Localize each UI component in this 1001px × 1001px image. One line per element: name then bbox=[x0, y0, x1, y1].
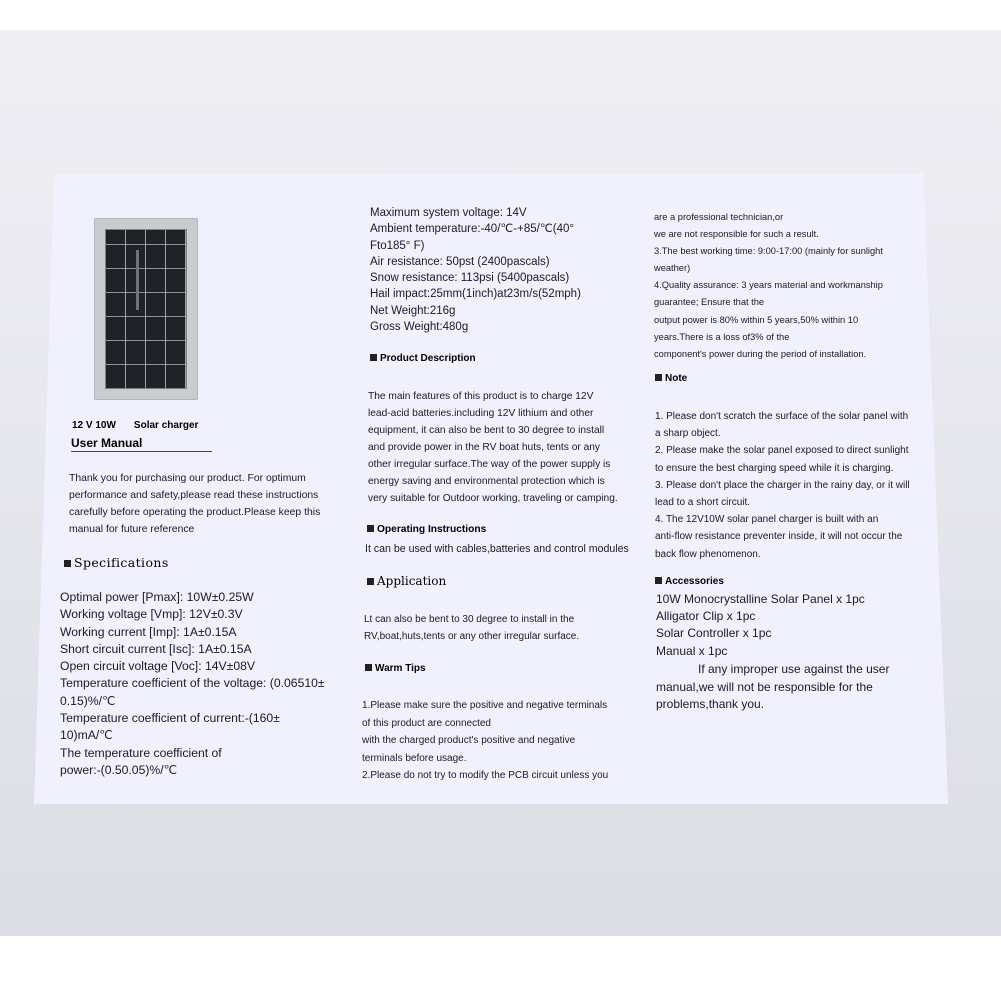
product-description bbox=[368, 388, 618, 507]
tips-continued bbox=[654, 209, 883, 363]
note-heading bbox=[655, 373, 687, 384]
param-line: Snow resistance: 113psi (5400pascals) bbox=[370, 272, 570, 285]
bullet-square-icon bbox=[365, 664, 372, 671]
product-voltage: 12 V 10W bbox=[72, 420, 116, 431]
param-line: Maximum system voltage: 14V bbox=[370, 207, 527, 219]
specifications-list bbox=[60, 589, 325, 779]
closing-statement bbox=[656, 661, 889, 714]
application-heading bbox=[367, 574, 446, 588]
bullet-square-icon bbox=[370, 354, 377, 361]
operating-text bbox=[365, 541, 629, 557]
operating-line: It can be used with cables,batteries and control modules bbox=[365, 543, 629, 555]
product-description-heading bbox=[370, 353, 476, 364]
operating-heading-text: Operating Instructions bbox=[377, 524, 487, 535]
tips-continued-line: 3.The best working time: 9:00-17:00 (mainly for sunlight bbox=[654, 246, 883, 257]
accessory-line: Manual x 1pc bbox=[656, 643, 728, 658]
operating-heading bbox=[367, 524, 486, 535]
accessories-heading-text: Accessories bbox=[665, 576, 724, 587]
intro-line: manual for future reference bbox=[69, 524, 195, 535]
note-line: 3. Please don't place the charger in the rainy day, or it will bbox=[655, 479, 910, 491]
note-line: back flow phenomenon. bbox=[655, 548, 761, 560]
application-line: RV,boat,huts,tents or any other irregular surface. bbox=[364, 631, 580, 642]
param-line: Ambient temperature:-40/℃-+85/℃(40° bbox=[370, 223, 574, 236]
param-line: Net Weight:216g bbox=[370, 304, 456, 317]
tips-continued-line: weather) bbox=[654, 263, 691, 274]
note-line: a sharp object. bbox=[655, 428, 721, 440]
closing-line: problems,thank you. bbox=[656, 697, 765, 712]
note-heading-text: Note bbox=[665, 373, 688, 384]
product-caption bbox=[72, 420, 198, 431]
spec-line: 0.15)%/℃ bbox=[60, 693, 116, 708]
spec-line: 10)mA/℃ bbox=[60, 728, 113, 743]
tip-line: 1.Please make sure the positive and negative terminals bbox=[362, 700, 608, 711]
bullet-square-icon bbox=[655, 577, 662, 584]
manual-title: User Manual bbox=[71, 436, 212, 452]
closing-line: If any improper use against the user bbox=[698, 662, 890, 676]
tip-line: of this product are connected bbox=[362, 717, 491, 729]
intro-line: Thank you for purchasing our product. For optimum bbox=[69, 473, 306, 484]
note-line: anti-flow resistance preventer inside, it will not occur the bbox=[655, 531, 903, 543]
warm-tips-heading-text: Warm Tips bbox=[375, 663, 426, 674]
bullet-square-icon bbox=[64, 560, 71, 567]
warm-tips-text bbox=[362, 697, 608, 785]
note-line: 2. Please make the solar panel exposed to direct sunlight bbox=[655, 445, 909, 457]
tip-line: terminals before usage. bbox=[362, 752, 467, 764]
application-line: Lt can also be bent to 30 degree to install in the bbox=[364, 614, 575, 625]
description-line: and provide power in the RV boat huts, tents or any bbox=[368, 442, 601, 453]
spec-line: Working current [Imp]: 1A±0.15A bbox=[60, 624, 237, 639]
application-text bbox=[364, 611, 579, 645]
note-line: 4. The 12V10W solar panel charger is built with an bbox=[655, 514, 879, 526]
accessories-heading bbox=[655, 576, 724, 587]
spec-line: Temperature coefficient of the voltage: (0.06510± bbox=[60, 676, 325, 691]
tip-line: 2.Please do not try to modify the PCB circuit unless you bbox=[362, 770, 609, 781]
description-line: equipment, it can also be bent to 30 degree to install bbox=[368, 425, 605, 436]
accessories-list bbox=[656, 591, 865, 660]
product-description-heading-text: Product Description bbox=[380, 353, 476, 364]
description-line: other irregular surface.The way of the power supply is bbox=[368, 459, 611, 470]
bullet-square-icon bbox=[655, 374, 662, 381]
tips-continued-line: guarantee; Ensure that the bbox=[654, 297, 765, 308]
bullet-square-icon bbox=[367, 578, 374, 585]
intro-paragraph bbox=[69, 470, 320, 538]
tips-continued-line: we are not responsible for such a result. bbox=[654, 229, 819, 240]
solar-cells bbox=[105, 229, 187, 389]
param-line: Air resistance: 50pst (2400pascals) bbox=[370, 255, 550, 268]
bullet-square-icon bbox=[367, 525, 374, 532]
intro-line: carefully before operating the product.Please keep this bbox=[69, 507, 321, 518]
solar-panel-image bbox=[94, 218, 198, 400]
specifications-heading-text: Specifications bbox=[74, 555, 169, 570]
accessory-line: 10W Monocrystalline Solar Panel x 1pc bbox=[656, 592, 865, 606]
warm-tips-heading bbox=[365, 663, 426, 674]
accessory-line: Alligator Clip x 1pc bbox=[656, 609, 756, 624]
spec-line: Short circuit current [Isc]: 1A±0.15A bbox=[60, 641, 252, 656]
tips-continued-line: years.There is a loss of3% of the bbox=[654, 331, 790, 342]
parameters-list bbox=[370, 205, 581, 335]
spec-line: Working voltage [Vmp]: 12V±0.3V bbox=[60, 607, 243, 622]
note-line: lead to a short circuit. bbox=[655, 497, 751, 509]
accessory-line: Solar Controller x 1pc bbox=[656, 626, 772, 641]
note-list bbox=[655, 408, 910, 563]
application-heading-text: Application bbox=[377, 574, 447, 588]
description-line: The main features of this product is to charge 12V bbox=[368, 391, 594, 402]
panel-busbar bbox=[136, 250, 139, 310]
note-line: to ensure the best charging speed while it is charging. bbox=[655, 462, 894, 474]
description-line: energy saving and environmental protection which is bbox=[368, 476, 605, 487]
spec-line: Optimal power [Pmax]: 10W±0.25W bbox=[60, 590, 254, 604]
intro-line: performance and safety,please read these instructions bbox=[69, 490, 319, 501]
tips-continued-line: are a professional technician,or bbox=[654, 212, 784, 222]
tips-continued-line: output power is 80% within 5 years,50% within 10 bbox=[654, 314, 859, 325]
closing-line: manual,we will not be responsible for the bbox=[656, 679, 873, 694]
tips-continued-line: component's power during the period of installation. bbox=[654, 348, 867, 359]
param-line: Hail impact:25mm(1inch)at23m/s(52mph) bbox=[370, 288, 581, 301]
spec-line: The temperature coefficient of bbox=[60, 745, 222, 760]
specifications-heading bbox=[64, 555, 169, 570]
note-line: 1. Please don't scratch the surface of the solar panel with bbox=[655, 411, 909, 422]
spec-line: Temperature coefficient of current:-(160± bbox=[60, 711, 280, 726]
tip-line: with the charged product's positive and negative bbox=[362, 735, 576, 746]
description-line: very suitable for Outdoor working, traveling or camping. bbox=[368, 493, 618, 504]
product-name: Solar charger bbox=[133, 420, 199, 431]
tips-continued-line: 4.Quality assurance: 3 years material and workmanship bbox=[654, 280, 883, 291]
description-line: lead-acid batteries.including 12V lithium and other bbox=[368, 408, 594, 419]
spec-line: Open circuit voltage [Voc]: 14V±08V bbox=[60, 659, 256, 674]
spec-line: power:-(0.50.05)%/℃ bbox=[60, 762, 178, 777]
param-line: Fto185° F) bbox=[370, 239, 425, 252]
param-line: Gross Weight:480g bbox=[370, 321, 469, 334]
